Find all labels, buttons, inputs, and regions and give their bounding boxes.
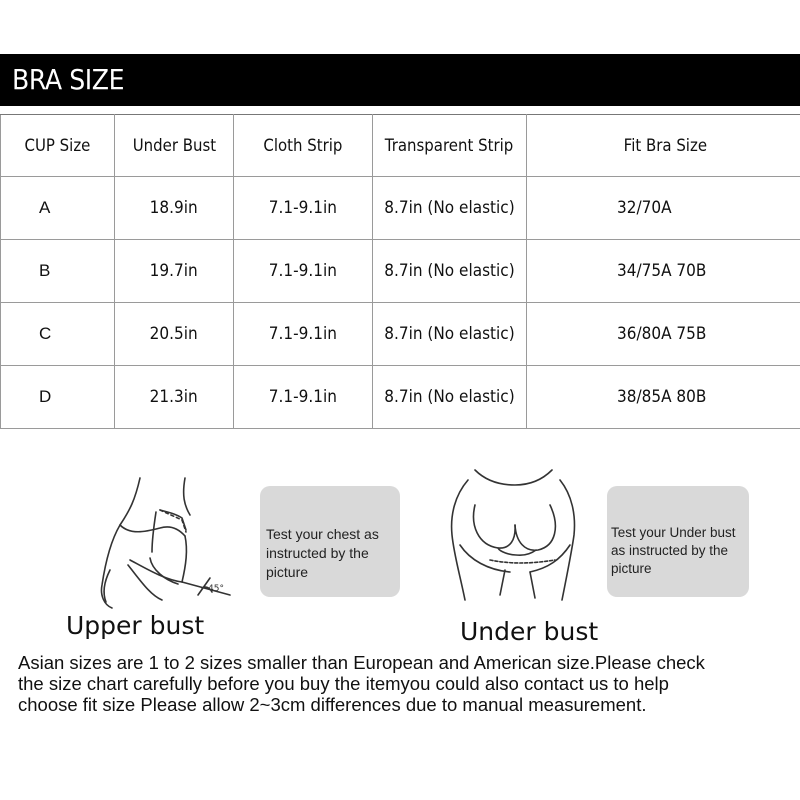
header-fit-bra-size: Fit Bra Size: [527, 115, 800, 177]
under-bust-illustration: [430, 460, 600, 610]
table-header-row: [1, 115, 800, 177]
header-bar: [0, 54, 800, 106]
under-bust-caption: Under bust: [460, 617, 599, 646]
cell-transparent-strip: 8.7in (No elastic): [373, 240, 527, 303]
cell-fit-bra-size: 36/80A 75B: [527, 303, 800, 366]
under-note-line: picture: [611, 561, 652, 576]
table-row: [1, 366, 800, 429]
table-row: [1, 177, 800, 240]
upper-note-line: Test your chest as: [266, 526, 379, 542]
upper-note-line: picture: [266, 564, 309, 580]
header-under-bust: Under Bust: [115, 115, 234, 177]
cell-cup: C: [1, 303, 115, 366]
table-row: [1, 240, 800, 303]
under-note-line: as instructed by the: [611, 543, 729, 558]
cell-cup: B: [1, 240, 115, 303]
cell-cup: D: [1, 366, 115, 429]
cell-transparent-strip: 8.7in (No elastic): [373, 303, 527, 366]
header-transparent-strip: Transparent Strip: [373, 115, 527, 177]
disclaimer-line: choose fit size Please allow 2~3cm differences due to manual measurement.: [18, 694, 647, 715]
size-table: [0, 114, 800, 429]
cell-cloth-strip: 7.1-9.1in: [234, 240, 373, 303]
header-cup-size: CUP Size: [1, 115, 115, 177]
cell-fit-bra-size: 38/85A 80B: [527, 366, 800, 429]
cell-transparent-strip: 8.7in (No elastic): [373, 177, 527, 240]
cell-fit-bra-size: 34/75A 70B: [527, 240, 800, 303]
cell-cloth-strip: 7.1-9.1in: [234, 366, 373, 429]
cell-under-bust: 21.3in: [115, 366, 234, 429]
page-title: BRA SIZE: [12, 63, 125, 96]
cell-under-bust: 18.9in: [115, 177, 234, 240]
cell-cup: A: [1, 177, 115, 240]
cell-cloth-strip: 7.1-9.1in: [234, 177, 373, 240]
upper-bust-illustration: [90, 470, 250, 610]
cell-fit-bra-size: 32/70A: [527, 177, 800, 240]
header-cloth-strip: Cloth Strip: [234, 115, 373, 177]
size-disclaimer: [18, 652, 798, 715]
cell-transparent-strip: 8.7in (No elastic): [373, 366, 527, 429]
upper-bust-caption: Upper bust: [66, 611, 205, 640]
angle-label: 45°: [208, 584, 224, 594]
upper-bust-instruction-box: [260, 486, 400, 597]
cell-under-bust: 20.5in: [115, 303, 234, 366]
cell-cloth-strip: 7.1-9.1in: [234, 303, 373, 366]
table-row: [1, 303, 800, 366]
upper-note-line: instructed by the: [266, 545, 369, 561]
disclaimer-line: the size chart carefully before you buy the itemyou could also contact us to help: [18, 673, 669, 694]
cell-under-bust: 19.7in: [115, 240, 234, 303]
disclaimer-line: Asian sizes are 1 to 2 sizes smaller than European and American size.Please check: [18, 652, 705, 673]
under-bust-instruction-box: [607, 486, 749, 597]
under-note-line: Test your Under bust: [611, 525, 736, 540]
